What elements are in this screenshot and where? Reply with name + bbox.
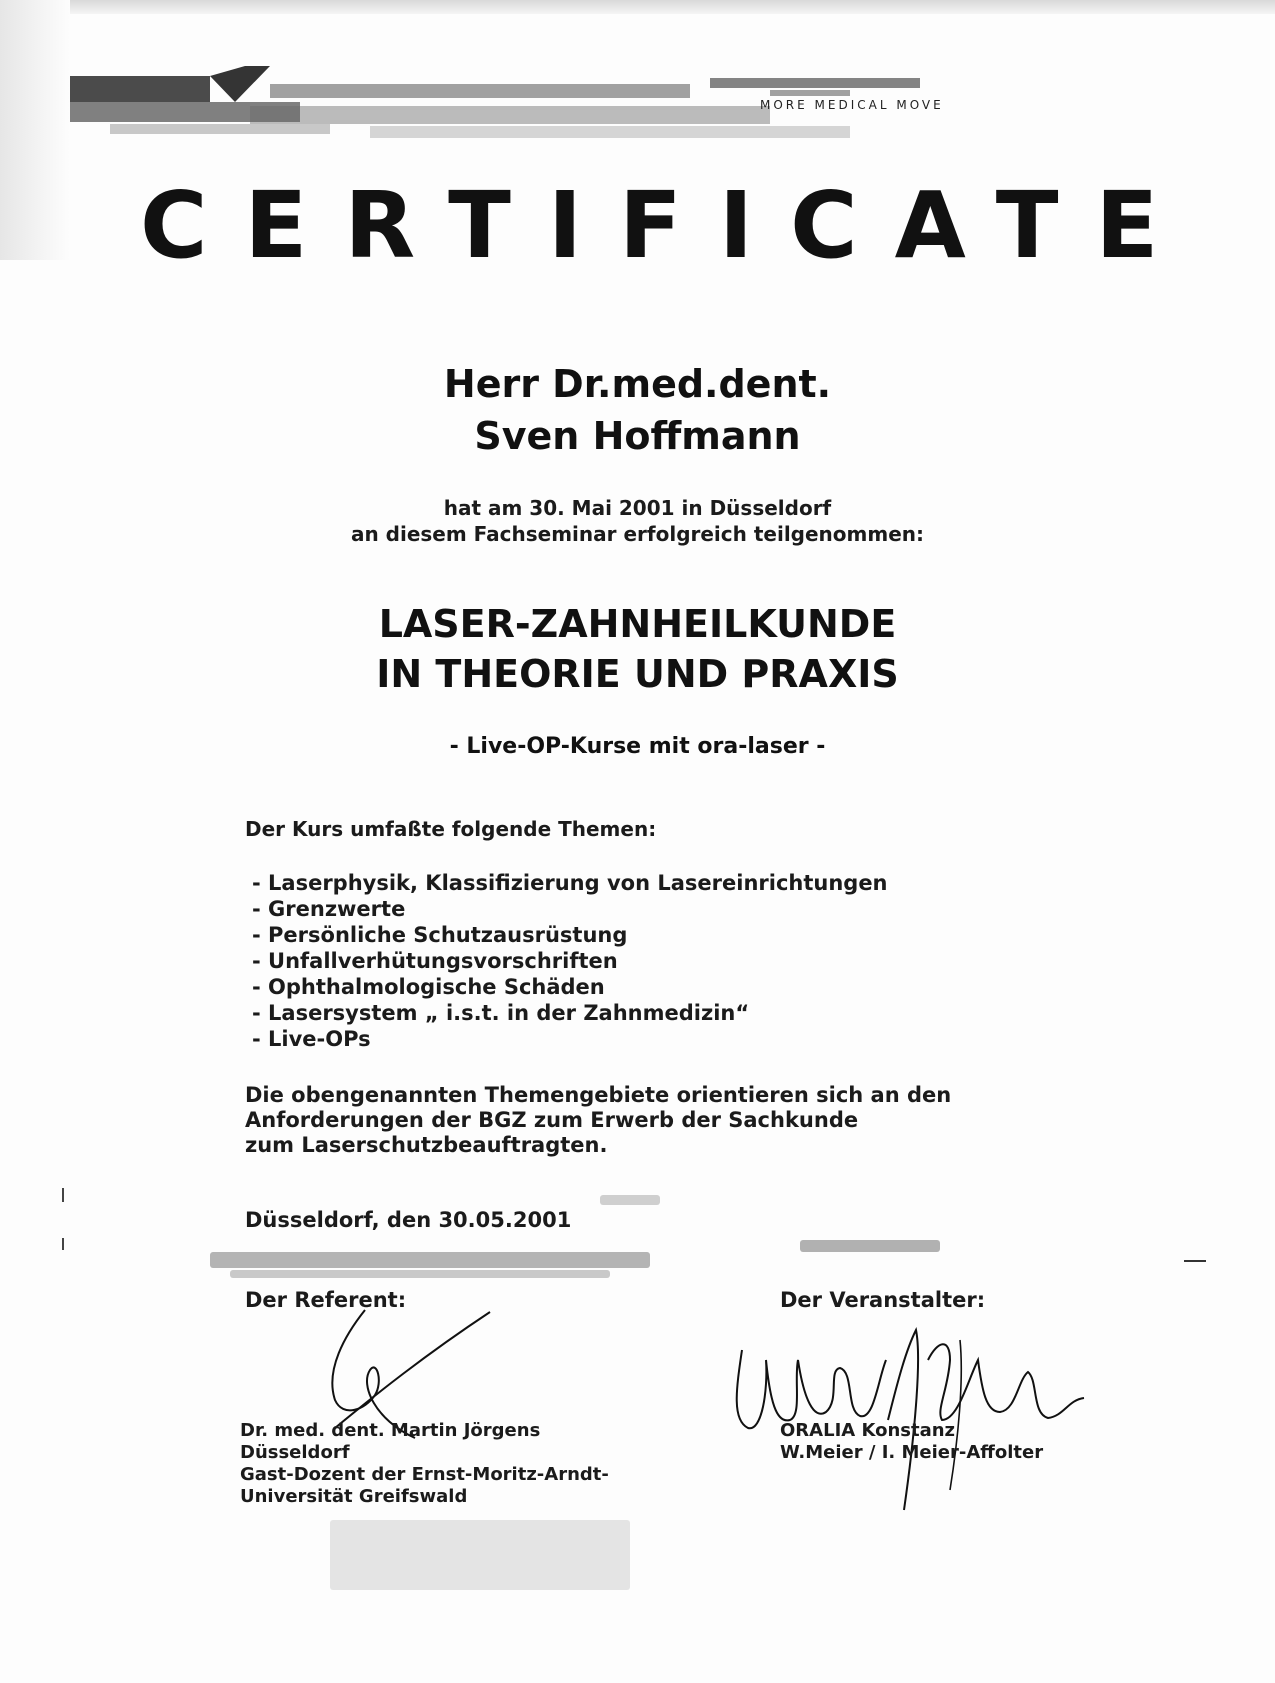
recipient-name: Sven Hoffmann [474, 414, 801, 458]
attendance-line-2: an diesem Fachseminar erfolgreich teilgenommen: [350, 522, 925, 546]
organizer-company: ORALIA Konstanz [780, 1420, 956, 1441]
scan-edge-mark [62, 1238, 64, 1250]
topics-heading: Der Kurs umfaßte folgende Themen: [245, 817, 657, 841]
referent-affiliation: Gast-Dozent der Ernst-Moritz-Arndt- [240, 1464, 609, 1485]
referent-name: Dr. med. dent. Martin Jörgens [240, 1420, 541, 1441]
statement-line: Anforderungen der BGZ zum Erwerb der Sachkunde [245, 1108, 859, 1132]
list-item: - Persönliche Schutzausrüstung [252, 923, 628, 947]
list-item: - Live-OPs [252, 1027, 371, 1051]
list-item: - Unfallverhütungsvorschriften [252, 949, 618, 973]
organizer-details [780, 1420, 1043, 1464]
referent-details [240, 1420, 609, 1508]
statement-paragraph [245, 1083, 951, 1158]
scan-smudge [210, 1252, 650, 1268]
recipient-title: Herr Dr.med.dent. [443, 362, 832, 406]
scan-smudge [800, 1240, 940, 1252]
list-item: - Grenzwerte [252, 897, 406, 921]
course-subtitle: - Live-OP-Kurse mit ora-laser - [449, 734, 826, 759]
scan-smudge [230, 1270, 610, 1278]
attendance-line-1: hat am 30. Mai 2001 in Düsseldorf [443, 496, 832, 520]
list-item: - Lasersystem „ i.s.t. in der Zahnmedizin“ [252, 1001, 750, 1025]
organizer-label: Der Veranstalter: [780, 1288, 986, 1312]
scan-edge-top [0, 0, 1275, 14]
certificate-title: CERTIFICATE [140, 172, 1196, 279]
referent-university: Universität Greifswald [240, 1486, 468, 1507]
scan-smudge [330, 1520, 630, 1590]
folded-corner [0, 0, 70, 260]
place-date: Düsseldorf, den 30.05.2001 [245, 1208, 572, 1232]
scan-smudge [600, 1195, 660, 1205]
course-title-line-2: IN THEORIE UND PRAXIS [376, 652, 899, 696]
scan-edge-mark [1184, 1260, 1206, 1262]
scan-edge-mark [62, 1188, 64, 1202]
list-item: - Ophthalmologische Schäden [252, 975, 605, 999]
statement-line: zum Laserschutzbeauftragten. [245, 1133, 608, 1157]
list-item: - Laserphysik, Klassifizierung von Lasereinrichtungen [252, 871, 888, 895]
course-title-line-1: LASER-ZAHNHEILKUNDE [378, 602, 897, 646]
organizer-persons: W.Meier / I. Meier-Affolter [780, 1442, 1044, 1463]
referent-city: Düsseldorf [240, 1442, 350, 1463]
topics-list [252, 870, 888, 1052]
statement-line: Die obengenannten Themengebiete orientieren sich an den [245, 1083, 952, 1107]
referent-label: Der Referent: [245, 1288, 407, 1312]
referent-signature [305, 1300, 505, 1440]
brand-tagline: MORE MEDICAL MOVE [760, 98, 944, 112]
